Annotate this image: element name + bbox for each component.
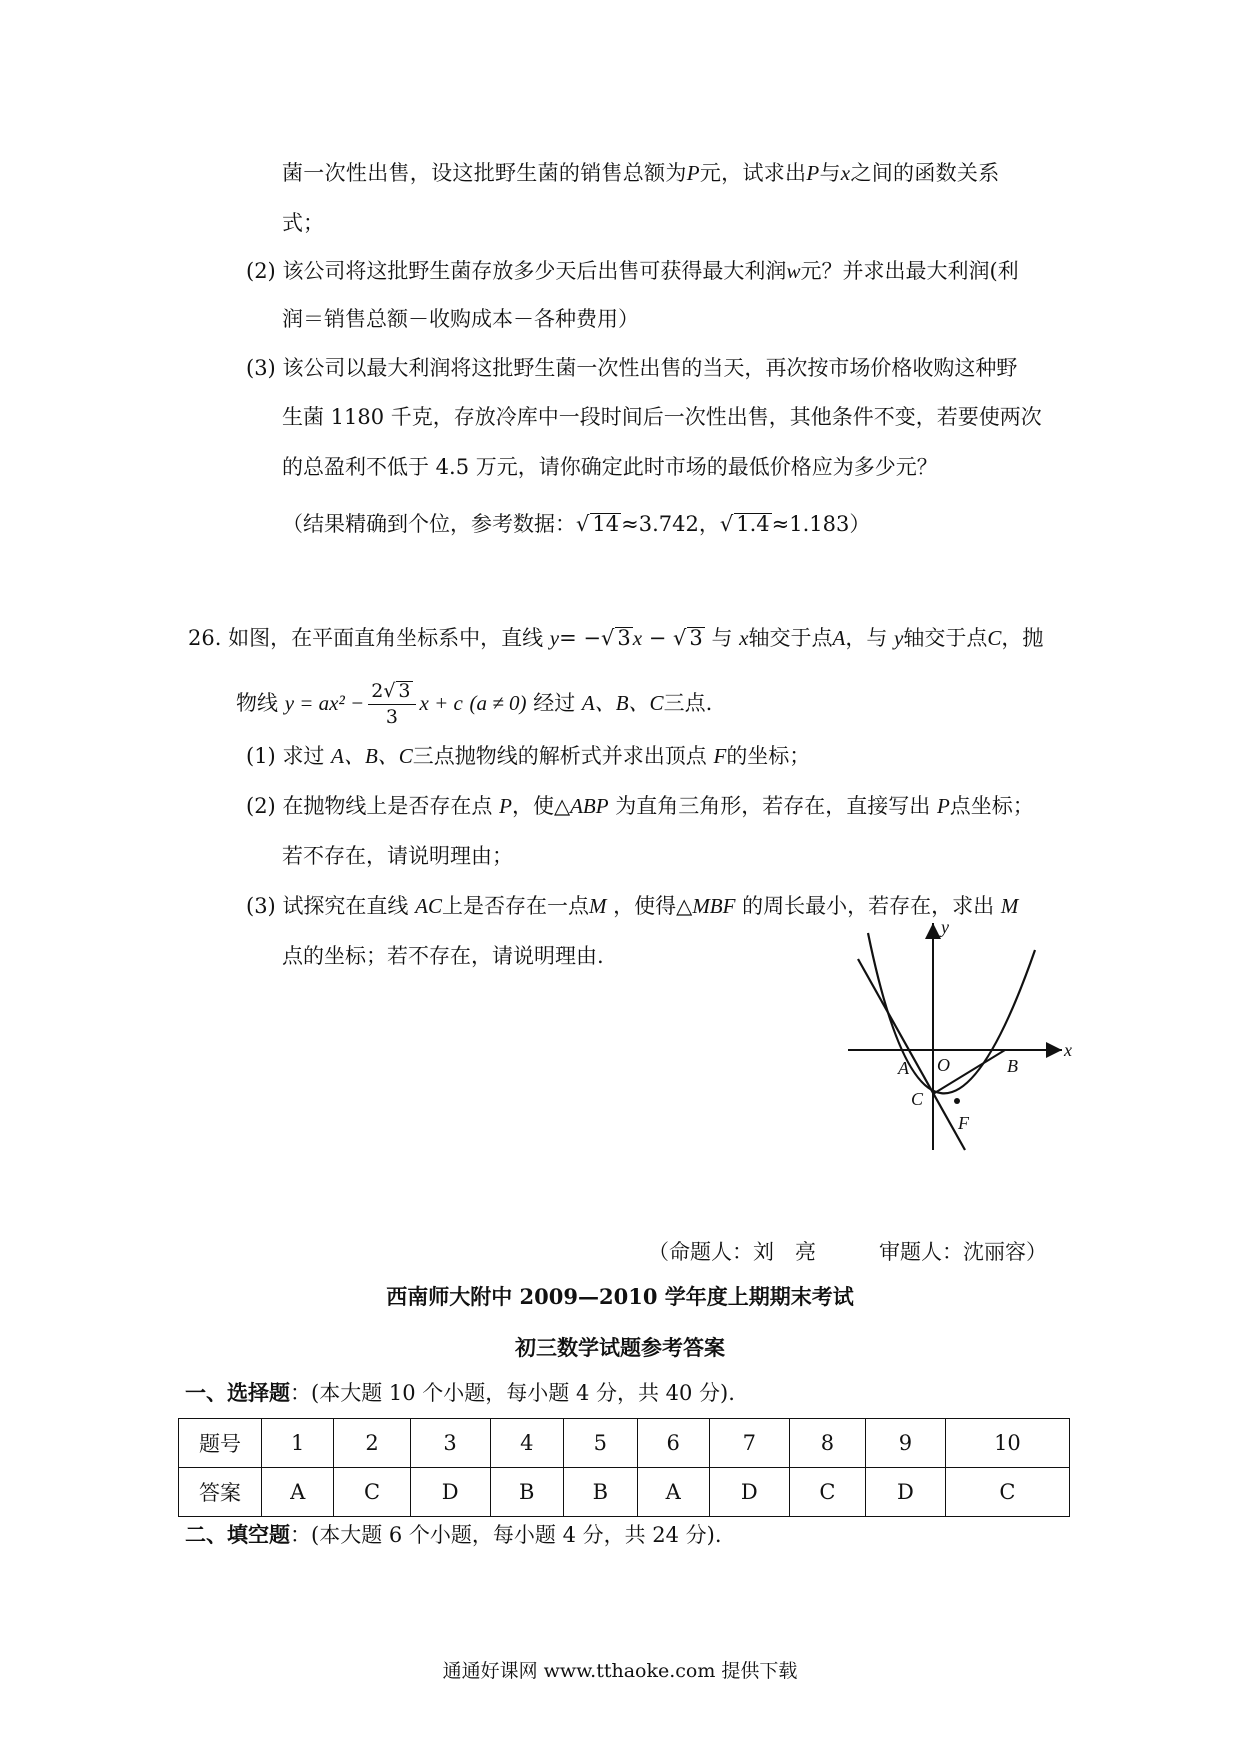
radicand: 14 bbox=[592, 512, 620, 536]
q25-part2-line1 bbox=[246, 259, 1019, 284]
radicand: 3 bbox=[617, 626, 631, 650]
text-segment: ≈3.742， bbox=[621, 512, 720, 536]
text-segment: 轴交于点 bbox=[903, 626, 988, 650]
text-segment: 该公司将这批野生菌存放多少天后出售可获得最大利润 bbox=[282, 259, 787, 283]
section2-heading bbox=[185, 1522, 722, 1548]
variable-x: x bbox=[632, 626, 643, 650]
section1-heading bbox=[185, 1380, 735, 1406]
q26-part3-line2: 点的坐标；若不存在，请说明理由. bbox=[282, 944, 604, 968]
math-op: − bbox=[642, 626, 674, 650]
part-number: (1) bbox=[246, 744, 276, 768]
text-segment: 与 bbox=[704, 626, 733, 650]
text-segment: 菌一次性出售，设这批野生菌的销售总额为 bbox=[282, 161, 687, 185]
text-segment: ，与 bbox=[845, 626, 888, 650]
parabola-equation-tail: x + c bbox=[419, 690, 463, 715]
q25-part3-line1 bbox=[246, 356, 1017, 381]
fraction-denominator: 3 bbox=[385, 705, 398, 728]
q25-part2-line2: 润＝销售总额－收购成本－各种费用） bbox=[282, 307, 639, 331]
variable-x: x bbox=[739, 626, 749, 650]
text-segment: ，使△ bbox=[511, 794, 571, 818]
credits: （命题人：刘 亮 审题人：沈丽容） bbox=[648, 1240, 1047, 1264]
variable-w: w bbox=[786, 259, 801, 283]
text-segment: ，抛 bbox=[1001, 626, 1044, 650]
table-cell: A bbox=[637, 1468, 709, 1517]
radicand: 3 bbox=[398, 680, 411, 702]
part-number: (2) bbox=[246, 794, 276, 818]
text-segment: 之间的函数关系 bbox=[850, 161, 1000, 185]
text-segment: 三点. bbox=[663, 690, 713, 715]
q25-reference-note bbox=[282, 512, 870, 537]
text-segment: 该公司以最大利润将这批野生菌一次性出售的当天，再次按市场价格收购这种野 bbox=[282, 356, 1018, 380]
text-segment: 元，试求出 bbox=[699, 161, 807, 185]
points-ABC: A、B、C bbox=[581, 690, 664, 715]
text-segment: （结果精确到个位，参考数据： bbox=[282, 512, 576, 536]
q26-part2-line1 bbox=[246, 794, 1034, 819]
text-segment: 试探究在直线 bbox=[282, 894, 409, 918]
table-cell: D bbox=[709, 1468, 789, 1517]
point-M: M bbox=[588, 894, 607, 918]
q26-line2 bbox=[236, 680, 712, 729]
section-title: 一、选择题 bbox=[185, 1380, 290, 1405]
text-segment: 元？并求出最大利润(利 bbox=[800, 259, 1019, 283]
sqrt-icon: √ bbox=[673, 626, 687, 650]
radicand: 3 bbox=[689, 626, 703, 650]
table-cell: 8 bbox=[789, 1419, 865, 1468]
point-P: P bbox=[936, 794, 950, 818]
table-cell: A bbox=[262, 1468, 334, 1517]
variable-y: y bbox=[894, 626, 904, 650]
q26-part1 bbox=[246, 744, 810, 769]
q26-part2-line2: 若不存在，请说明理由； bbox=[282, 844, 513, 868]
table-cell: 1 bbox=[262, 1419, 334, 1468]
part-number: (3) bbox=[246, 894, 276, 918]
row-label: 答案 bbox=[179, 1468, 262, 1517]
label-O: O bbox=[937, 1055, 950, 1075]
text-segment: 上是否存在一点 bbox=[441, 894, 589, 918]
parabola-figure bbox=[840, 915, 1080, 1155]
table-cell: 9 bbox=[866, 1419, 946, 1468]
table-cell: C bbox=[789, 1468, 865, 1517]
point-A: A bbox=[832, 626, 846, 650]
point-M: M bbox=[1000, 894, 1019, 918]
q25-part1-line2: 式； bbox=[282, 211, 324, 235]
table-cell: 4 bbox=[490, 1419, 564, 1468]
text-segment: 物线 bbox=[236, 690, 278, 715]
q25-part3-line3: 的总盈利不低于 4.5 万元，请你确定此时市场的最低价格应为多少元？ bbox=[282, 455, 938, 479]
fraction bbox=[368, 680, 415, 729]
section-description: ：(本大题 10 个小题，每小题 4 分，共 40 分). bbox=[290, 1381, 735, 1405]
text-segment: 与 bbox=[819, 161, 841, 185]
part-number: (2) bbox=[246, 259, 276, 283]
label-A: A bbox=[898, 1058, 909, 1078]
vertex-F-dot bbox=[954, 1098, 960, 1104]
label-y: y bbox=[941, 917, 949, 937]
answer-title: 西南师大附中 2009—2010 学年度上期期末考试 bbox=[386, 1284, 854, 1309]
table-cell: 5 bbox=[564, 1419, 638, 1468]
parabola-equation: y = ax² − bbox=[284, 690, 365, 715]
table-row bbox=[179, 1468, 1070, 1517]
table-cell: D bbox=[866, 1468, 946, 1517]
table-cell: B bbox=[564, 1468, 638, 1517]
condition: (a ≠ 0) bbox=[469, 690, 527, 715]
point-C: C bbox=[987, 626, 1002, 650]
question-number: 26. bbox=[188, 626, 222, 650]
text-segment: 经过 bbox=[533, 690, 576, 715]
table-cell: D bbox=[410, 1468, 490, 1517]
text-segment: 为直角三角形，若存在，直接写出 bbox=[615, 794, 931, 818]
table-cell: 3 bbox=[410, 1419, 490, 1468]
sqrt-icon: √ bbox=[383, 680, 396, 702]
section-description: ：(本大题 6 个小题，每小题 4 分，共 24 分). bbox=[290, 1523, 722, 1547]
text-segment: 轴交于点 bbox=[748, 626, 833, 650]
sqrt-icon: √ bbox=[600, 626, 615, 650]
coefficient: 2 bbox=[371, 680, 384, 702]
answer-table bbox=[178, 1418, 1070, 1517]
radicand: 1.4 bbox=[736, 512, 770, 536]
text-segment: ≈1.183） bbox=[771, 512, 871, 536]
line-AC: AC bbox=[415, 894, 442, 918]
table-cell: C bbox=[334, 1468, 410, 1517]
variable-x: x bbox=[840, 161, 851, 185]
text-segment: 点坐标； bbox=[949, 794, 1034, 818]
answer-subtitle: 初三数学试题参考答案 bbox=[515, 1335, 725, 1360]
q25-part3-line2: 生菌 1180 千克，存放冷库中一段时间后一次性出售，其他条件不变，若要使两次 bbox=[282, 405, 1042, 429]
q25-part1-line1 bbox=[282, 161, 1000, 186]
row-label: 题号 bbox=[179, 1419, 262, 1468]
variable-P: P bbox=[686, 161, 700, 185]
triangle-ABP: ABP bbox=[570, 794, 609, 818]
part-number: (3) bbox=[246, 356, 276, 380]
q26-line1 bbox=[188, 626, 1043, 651]
label-B: B bbox=[1007, 1056, 1018, 1076]
sqrt-icon: √ bbox=[576, 512, 590, 536]
sqrt-icon: √ bbox=[719, 512, 734, 536]
points-ABC: A、B、C bbox=[331, 744, 413, 768]
section-title: 二、填空题 bbox=[185, 1522, 290, 1547]
math-op: = − bbox=[559, 626, 601, 650]
point-F: F bbox=[713, 744, 727, 768]
triangle-MBF: MBF bbox=[692, 894, 736, 918]
table-cell: 6 bbox=[637, 1419, 709, 1468]
label-F: F bbox=[958, 1113, 969, 1133]
variable-P: P bbox=[806, 161, 820, 185]
label-C: C bbox=[911, 1089, 924, 1109]
text-segment: 三点抛物线的解析式并求出顶点 bbox=[412, 744, 707, 768]
table-cell: 7 bbox=[709, 1419, 789, 1468]
text-segment: 如图，在平面直角坐标系中，直线 bbox=[228, 626, 544, 650]
footer: 通通好课网 www.tthaoke.com 提供下载 bbox=[442, 1660, 798, 1682]
text-segment: 的坐标； bbox=[726, 744, 811, 768]
text-segment: 的周长最小，若存在，求出 bbox=[742, 894, 995, 918]
table-cell: C bbox=[945, 1468, 1069, 1517]
table-cell: B bbox=[490, 1468, 564, 1517]
variable-y: y bbox=[549, 626, 560, 650]
table-cell: 2 bbox=[334, 1419, 410, 1468]
text-segment: ，使得△ bbox=[613, 894, 693, 918]
table-row bbox=[179, 1419, 1070, 1468]
fraction-numerator bbox=[368, 680, 415, 705]
label-x: x bbox=[1064, 1040, 1072, 1060]
point-P: P bbox=[499, 794, 512, 818]
text-segment: 在抛物线上是否存在点 bbox=[282, 794, 493, 818]
table-cell: 10 bbox=[945, 1419, 1069, 1468]
text-segment: 求过 bbox=[282, 744, 325, 768]
